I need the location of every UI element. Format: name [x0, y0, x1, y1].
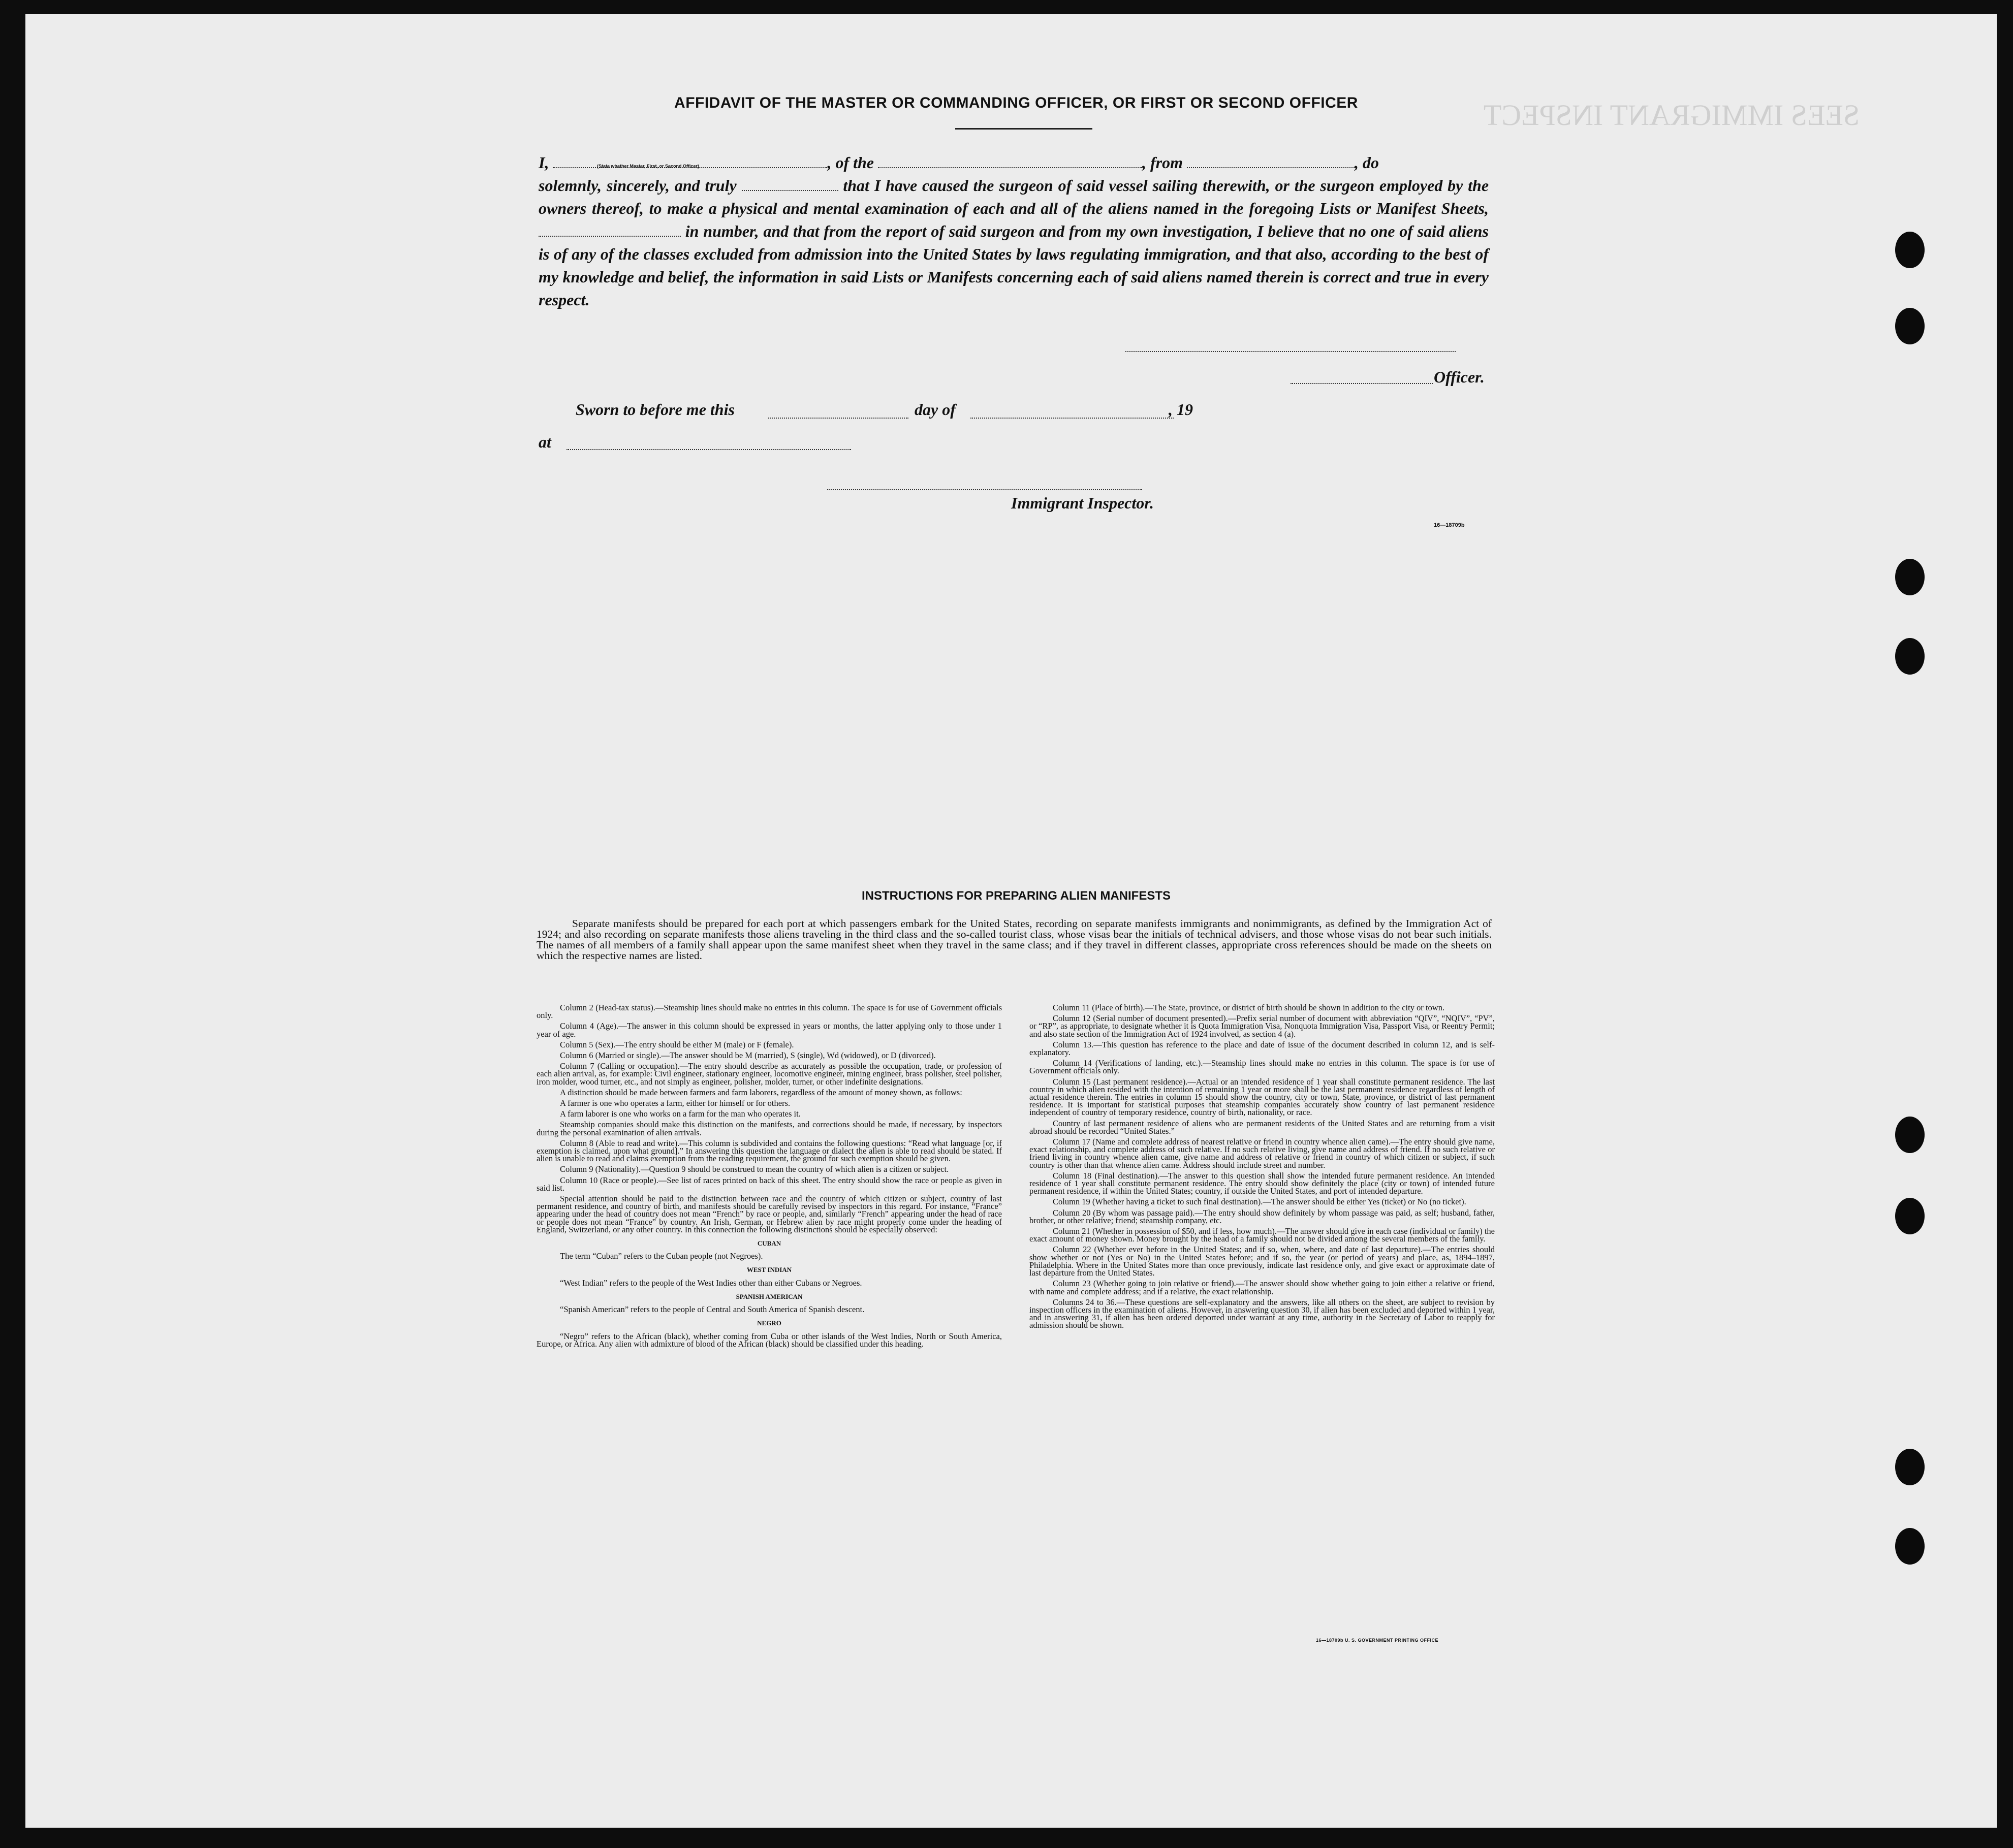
- instruction-paragraph: Column 12 (Serial number of document presented).—Prefix serial number of document with abbreviation “QIV”, “NQIV”, “PV”, or “RP”, as appropriate, to designate whether it is Quota Immigration Visa, Nonquota Immigration Visa, Passport Visa, or Reentry Permit; and also state section of the Immigration Act of 1924 involved, as section 4 (a).: [1029, 1013, 1495, 1039]
- instruction-paragraph: Column 9 (Nationality).—Question 9 should be construed to mean the country of which alien is a citizen or subject.: [560, 1164, 949, 1174]
- instruction-paragraph: A farm laborer is one who works on a farm for the man who operates it.: [560, 1109, 801, 1119]
- instruction-paragraph: Column 10 (Race or people).—See list of races printed on back of this sheet. The entry should show the race or people as given in said list.: [537, 1175, 1002, 1193]
- heading-spanish-american: SPANISH AMERICAN: [736, 1292, 803, 1300]
- word-from: , from: [1142, 153, 1183, 172]
- instruction-paragraph: Column 22 (Whether ever before in the United States; and if so, when, where, and date of last departure).—The entries should show whether or not (Yes or No) in the United States before; and if so, the year (or period of years) and place, as, 1894–1897, Philadelphia. Where in the United States more than once previously, indicate last residence only, and give exact or approximate date of last departure from the United States.: [1029, 1245, 1495, 1278]
- instructions-intro: Separate manifests should be prepared for each port at which passengers embark for the United States, recording on separate manifests immigrants and nonimmigrants, as defined by the Immigration Act of 1924; and also recording on separate manifests those aliens traveling in the third class and the so-called tourist class, whose visas bear the initials of technical advisers, and those whose visas do not bear such initials. The names of all members of a family shall appear upon the same manifest sheet when they travel in the same class; and if they travel in different classes, appropriate cross references should be made on the sheets on which the respective names are listed.: [537, 917, 1492, 962]
- punch-hole: [1895, 1117, 1925, 1153]
- instruction-paragraph: Columns 24 to 36.—These questions are self-explanatory and the answers, like all others on the sheet, are subject to revision by inspection officers in the examination of aliens. However, in answering question 30, if alien has been excluded and deported within 1 year, and in answering 31, if alien has been ordered deported under warrant at any time, authority in the Secretary of Labor to reapply for admission should be shown.: [1029, 1297, 1495, 1330]
- heading-west-indian: WEST INDIAN: [746, 1266, 792, 1274]
- word-i: I,: [539, 153, 549, 172]
- word-solemnly: solemnly, sincerely, and truly: [539, 176, 737, 195]
- instruction-paragraph: Column 13.—This question has reference to the place and date of issue of the document described in column 12, and is self-explanatory.: [1029, 1039, 1495, 1058]
- instruction-paragraph: “West Indian” refers to the people of the West Indies other than either Cubans or Negroes.: [560, 1278, 862, 1288]
- sworn-place-field[interactable]: [567, 449, 851, 450]
- punch-hole: [1895, 1449, 1925, 1485]
- instruction-paragraph: Column 19 (Whether having a ticket to such final destination).—The answer should be either Yes (ticket) or No (no ticket).: [1053, 1197, 1466, 1207]
- instructions-left-column: [537, 1004, 1002, 1351]
- at-label: at: [539, 433, 551, 451]
- instruction-paragraph: Column 23 (Whether going to join relative or friend).—The answer should show whether going to join either a relative or friend, with name and complete address; and if a relative, the exact relationship.: [1029, 1279, 1495, 1296]
- oath-form-field[interactable]: [742, 179, 838, 191]
- instruction-paragraph: Column 6 (Married or single).—The answer should be M (married), S (single), Wd (widowed), or D (divorced).: [560, 1050, 936, 1061]
- officer-title-line[interactable]: [1291, 383, 1433, 384]
- instruction-paragraph: A distinction should be made between farmers and farm laborers, regardless of the amount of money shown, as follows:: [560, 1087, 962, 1097]
- instructions-right-column: [1029, 1004, 1495, 1332]
- word-do: , do: [1355, 153, 1379, 172]
- rank-field-note: (State whether Master, First, or Second Officer): [597, 164, 700, 169]
- instruction-paragraph: Country of last permanent residence of aliens who are permanent residents of the United States and are returning from a visit abroad should be recorded “United States.”: [1029, 1118, 1495, 1136]
- punch-hole: [1895, 559, 1925, 595]
- punch-hole: [1895, 308, 1925, 344]
- instruction-paragraph: The term “Cuban” refers to the Cuban people (not Negroes).: [560, 1251, 763, 1261]
- heading-negro: NEGRO: [757, 1319, 781, 1327]
- punch-hole: [1895, 1198, 1925, 1234]
- instruction-paragraph: Column 14 (Verifications of landing, etc.).—Steamship lines should make no entries in this column. The space is for use of Government officials only.: [1029, 1058, 1495, 1076]
- printing-office-footer: 16—18709b U. S. GOVERNMENT PRINTING OFFICE: [1316, 1638, 1439, 1643]
- sworn-month-field[interactable]: [970, 418, 1174, 419]
- affidavit-title: AFFIDAVIT OF THE MASTER OR COMMANDING OFFICER, OR FIRST OR SECOND OFFICER: [674, 94, 1358, 111]
- instruction-paragraph: Column 17 (Name and complete address of nearest relative or friend in country whence alien came).—The entry should give name, exact relationship, and complete address of such relative. If no such relative living, give name and address of friend. If no such relative or friend living in country whence alien came, give name and address of relative or friend in country of which citizen or subject, if such country is other than that whence alien came. Address should include street and number.: [1029, 1137, 1495, 1170]
- sworn-label: Sworn to before me this: [576, 400, 735, 419]
- instruction-paragraph: Column 21 (Whether in possession of $50, and if less, how much).—The answer should give in each case (individual or family) the exact amount of money shown. Money brought by the head of a family should not be divided among the several members of the family.: [1029, 1226, 1495, 1244]
- word-of-the: , of the: [827, 153, 874, 172]
- form-number: 16—18709b: [1434, 522, 1465, 528]
- instruction-paragraph: Column 4 (Age).—The answer in this column should be expressed in years or months, the latter applying only to those under 1 year of age.: [537, 1021, 1002, 1039]
- instruction-paragraph: Column 2 (Head-tax status).—Steamship lines should make no entries in this column. The space is for use of Government officials only.: [537, 1003, 1002, 1021]
- affidavit-body: [539, 151, 1489, 311]
- year-label: , 19: [1169, 400, 1193, 419]
- instruction-paragraph: Column 15 (Last permanent residence).—Actual or an intended residence of 1 year shall constitute permanent residence. The last country in which alien resided with the intention of remaining 1 year or more shall be the last permanent residence regardless of length of actual residence therein. The entries in column 15 should show the country, city or town, State, province, or district of last permanent residence. It is important for statistical purposes that steamship companies accurately show country of last permanent residence independent of country of temporary residence, country of birth, nationality, or race.: [1029, 1076, 1495, 1118]
- inspector-label: Immigrant Inspector.: [1011, 494, 1154, 512]
- affidavit-text-part2: that I have caused the surgeon of said vessel sailing therewith, or the surgeon employed by the owners thereof, to make a physical and mental examination of each and all of the aliens named in the foregoing Lists or Manifest Sheets,: [539, 176, 1489, 217]
- title-underline: [955, 128, 1092, 130]
- alien-count-field[interactable]: [539, 225, 681, 237]
- punch-hole: [1895, 638, 1925, 675]
- heading-cuban: CUBAN: [757, 1239, 781, 1248]
- instructions-title: INSTRUCTIONS FOR PREPARING ALIEN MANIFESTS: [861, 889, 1171, 903]
- instruction-paragraph: “Negro” refers to the African (black), whether coming from Cuba or other islands of the West Indies, North or South America, Europe, or Africa. Any alien with admixture of blood of the African (black) should be classified under this heading.: [537, 1331, 1002, 1349]
- sworn-day-field[interactable]: [768, 418, 908, 419]
- document-page: [25, 14, 1997, 1828]
- instruction-paragraph: Column 11 (Place of birth).—The State, province, or district of birth should be shown in addition to the city or town.: [1053, 1003, 1445, 1012]
- instruction-paragraph: Column 5 (Sex).—The entry should be either M (male) or F (female).: [560, 1039, 794, 1049]
- vessel-name-field[interactable]: [878, 156, 1142, 168]
- inspector-signature-line[interactable]: [827, 489, 1142, 490]
- instruction-paragraph: Column 20 (By whom was passage paid).—The entry should show definitely by whom passage was paid, as self; husband, father, brother, or other relative; friend; steamship company, etc.: [1029, 1207, 1495, 1225]
- punch-hole: [1895, 232, 1925, 268]
- day-of-label: day of: [915, 400, 956, 419]
- officer-signature-line[interactable]: [1125, 351, 1456, 352]
- affidavit-text-part3: in number, and that from the report of said surgeon and from my own investigation, I believe that no one of said aliens is of any of the classes excluded from admission into the United States by laws regulating immigration, and that also, according to the best of my knowledge and belief, the information in said Lists or Manifests concerning each of said aliens named therein is correct and true in every respect.: [539, 222, 1489, 309]
- instruction-paragraph: Steamship companies should make this distinction on the manifests, and corrections should be made, if necessary, by inspectors during the personal examination of alien arrivals.: [537, 1120, 1002, 1137]
- instruction-paragraph: Column 8 (Able to read and write).—This column is subdivided and contains the following questions: “Read what language [or, if exemption is claimed, upon what ground].” In answering this question the language or dialect the alien is able to read should be stated. If alien is unable to read and claims exemption from the reading requirement, the ground for such exemption should be given.: [537, 1138, 1002, 1164]
- bleed-through-text: SEES IMMIGRANT INSPECT: [1484, 99, 1860, 132]
- port-field[interactable]: [1187, 156, 1355, 168]
- instruction-paragraph: Column 18 (Final destination).—The answer to this question shall show the intended future permanent residence. An intended residence of 1 year shall constitute permanent residence. The entry should show definitely the place (city or town) of intended future permanent residence, if within the United States; country, if outside the United States, and port of intended departure.: [1029, 1170, 1495, 1196]
- punch-hole: [1895, 1528, 1925, 1565]
- instruction-paragraph: Special attention should be paid to the distinction between race and the country of which citizen or subject, country of last permanent residence, and country of birth, and manifests should be carefully revised by inspectors in this regard. For instance, “France” appearing under the head of country does not mean “French” by race or people, and, similarly “French” appearing under the head of race or people does not mean “France” by country. An Irish, German, or Hebrew alien by race might properly come under the heading of England, Switzerland, or any other country. In this connection the following distinctions should be especially observed:: [537, 1194, 1002, 1234]
- instruction-paragraph: Column 7 (Calling or occupation).—The entry should describe as accurately as possible the occupation, trade, or profession of each alien arrival, as, for example: Civil engineer, stationary engineer, locomotive engineer, mining engineer, brass polisher, steel polisher, iron molder, wood turner, etc., and not simply as engineer, polisher, molder, turner, or other indefinite designations.: [537, 1061, 1002, 1087]
- instruction-paragraph: A farmer is one who operates a farm, either for himself or for others.: [560, 1098, 791, 1108]
- instruction-paragraph: “Spanish American” refers to the people of Central and South America of Spanish descent.: [560, 1304, 865, 1315]
- officer-label: Officer.: [1434, 368, 1485, 386]
